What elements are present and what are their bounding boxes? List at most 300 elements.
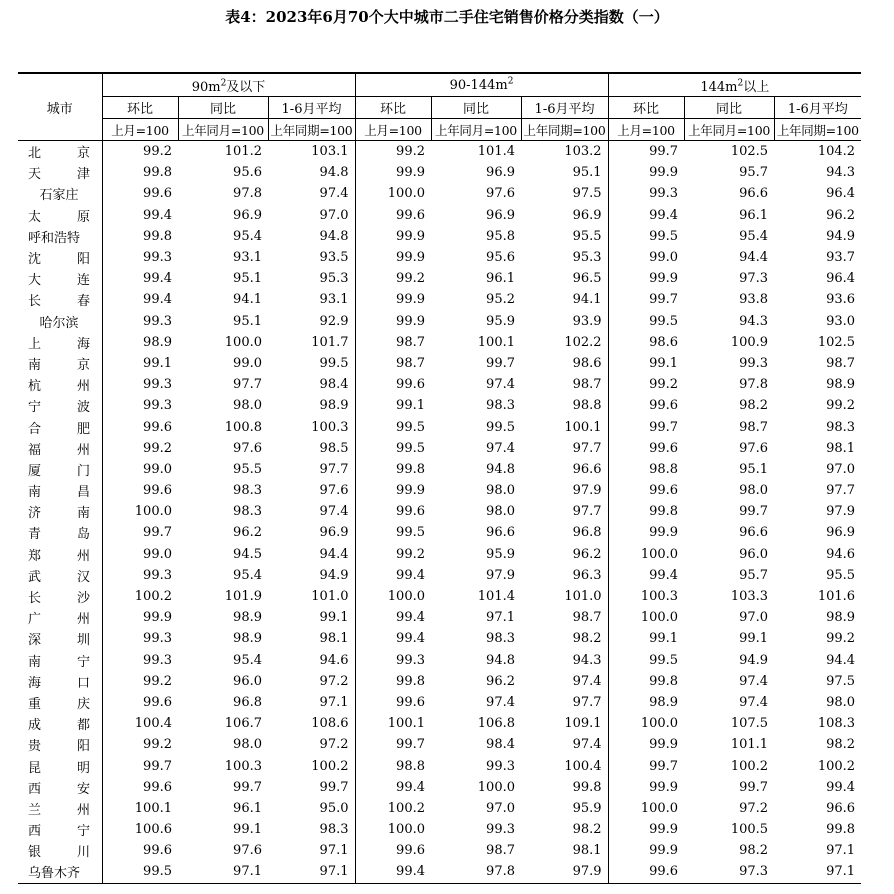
index-value-cell: 99.8 [572,779,602,795]
index-value-cell: 96.9 [233,207,262,223]
index-value-cell: 95.1 [233,313,262,329]
index-value-cell: 101.9 [224,589,262,605]
city-name [28,735,90,754]
index-value-cell: 99.6 [355,501,431,522]
index-value-cell: 100.1 [102,798,178,819]
city-name-cell [18,671,102,692]
city-name-char: 兰 [28,802,42,818]
index-value-cell: 96.8 [572,525,602,541]
city-name [28,418,90,437]
city-name-char: 圳 [76,633,90,649]
index-value-cell: 98.7 [826,355,856,371]
city-name-cell [18,777,102,798]
table-row [18,755,861,776]
city-name-cell [18,395,102,416]
index-value-cell: 93.0 [826,313,856,329]
index-value-cell: 96.1 [486,271,515,287]
table-row [18,501,861,522]
index-value-cell: 98.8 [608,459,684,480]
city-name-char: 门 [76,463,90,479]
index-value-cell: 96.6 [739,186,769,202]
subcolumn-header: 环比 [608,97,684,119]
index-value-cell: 96.0 [233,673,262,689]
city-name-char: 阳 [76,739,90,755]
base-period-header: 上年同期=100 [774,119,861,141]
city-name [28,714,90,733]
index-value-cell: 107.5 [730,716,769,732]
index-value-cell: 99.1 [608,353,684,374]
index-value-cell: 98.7 [572,610,602,626]
index-value-cell: 98.9 [233,631,262,647]
index-value-cell: 95.3 [572,250,602,266]
base-period-header: 上年同期=100 [268,119,355,141]
index-value-cell: 97.6 [319,483,349,499]
index-value-cell: 96.5 [572,271,602,287]
index-value-cell: 98.6 [608,332,684,353]
city-name-char: 肥 [76,421,90,437]
index-value-cell: 99.6 [355,692,431,713]
index-value-cell: 96.1 [233,800,262,816]
index-value-cell: 99.3 [608,183,684,204]
index-value-cell: 99.3 [739,355,769,371]
city-name-char: 阳 [76,252,90,268]
index-value-cell: 99.8 [102,226,178,247]
city-name [28,333,90,352]
index-value-cell: 98.9 [319,398,349,414]
index-value-cell: 95.6 [486,250,515,266]
index-value-cell: 98.3 [233,504,262,520]
index-value-cell: 100.0 [224,334,262,350]
index-value-cell: 96.6 [739,525,769,541]
index-value-cell: 100.3 [224,758,262,774]
city-name [28,460,90,479]
index-value-cell: 101.0 [311,589,349,605]
city-name-char: 福 [28,442,42,458]
index-value-cell: 99.8 [355,459,431,480]
index-value-cell: 99.4 [355,607,431,628]
index-value-cell: 97.5 [572,186,602,202]
index-value-cell: 98.0 [486,483,515,499]
city-name [28,354,90,373]
index-value-cell: 99.2 [102,671,178,692]
index-value-cell: 99.1 [233,822,262,838]
index-value-cell: 97.6 [233,843,262,859]
index-value-cell: 94.9 [739,652,769,668]
index-value-cell: 95.4 [233,567,262,583]
index-value-cell: 99.1 [319,610,349,626]
index-value-cell: 95.1 [572,165,602,181]
index-value-cell: 101.6 [817,589,856,605]
index-value-cell: 99.3 [102,650,178,671]
index-value-cell: 97.2 [739,800,769,816]
city-name-char: 郑 [28,548,42,564]
index-value-cell: 96.6 [572,461,602,477]
index-value-cell: 95.9 [486,546,515,562]
city-name-cell [18,628,102,649]
index-value-cell: 97.2 [319,737,349,753]
index-value-cell: 95.4 [233,228,262,244]
index-value-cell: 97.8 [739,377,769,393]
index-value-cell: 99.9 [608,734,684,755]
index-value-cell: 98.0 [739,483,769,499]
table-row [18,734,861,755]
city-name-cell [18,501,102,522]
city-name-char: 海 [28,675,42,691]
index-value-cell: 98.3 [826,419,856,435]
index-value-cell: 99.2 [102,438,178,459]
table-row [18,374,861,395]
index-value-cell: 102.5 [730,144,769,160]
index-value-cell: 102.2 [564,334,602,350]
index-value-cell: 101.1 [730,737,769,753]
index-value-cell: 99.4 [102,205,178,226]
city-name-cell [18,416,102,437]
table-row [18,226,861,247]
index-value-cell: 106.8 [477,716,515,732]
index-value-cell: 99.4 [102,268,178,289]
city-name: 石家庄 [39,188,79,204]
index-value-cell: 99.8 [608,671,684,692]
city-name [28,820,90,839]
city-name-char: 贵 [28,739,42,755]
city-name-char: 深 [28,633,42,649]
index-value-cell: 99.7 [102,755,178,776]
base-period-header: 上月=100 [102,119,178,141]
table-row [18,522,861,543]
index-value-cell: 98.2 [826,737,856,753]
index-value-cell: 94.4 [826,652,856,668]
city-name-cell [18,840,102,861]
index-value-cell: 99.7 [102,522,178,543]
table-row [18,162,861,183]
index-value-cell: 96.9 [486,165,515,181]
index-value-cell: 99.0 [608,247,684,268]
table-row [18,183,861,204]
base-period-header: 上年同期=100 [521,119,608,141]
index-value-cell: 100.2 [355,798,431,819]
index-value-cell: 99.0 [102,459,178,480]
city-name-cell [18,692,102,713]
index-value-cell: 99.7 [608,416,684,437]
index-value-cell: 97.1 [178,861,268,883]
city-name [28,545,90,564]
index-value-cell: 97.9 [572,483,602,499]
index-value-cell: 96.4 [826,186,856,202]
index-value-cell: 97.4 [572,737,602,753]
index-value-cell: 101.2 [224,144,262,160]
index-value-cell: 93.5 [319,250,349,266]
index-value-cell: 99.6 [102,480,178,501]
price-index-table [18,72,861,884]
index-value-cell: 97.0 [319,207,349,223]
index-value-cell: 99.9 [355,480,431,501]
index-value-cell: 99.2 [355,544,431,565]
index-value-cell: 96.1 [739,207,769,223]
index-value-cell: 97.0 [739,610,769,626]
table-row [18,713,861,734]
city-name [28,502,90,521]
index-value-cell: 99.1 [739,631,769,647]
index-value-cell: 98.9 [102,332,178,353]
city-name-cell [18,311,102,332]
index-value-cell: 93.7 [826,250,856,266]
city-name-char: 南 [76,506,90,522]
index-value-cell: 99.1 [355,395,431,416]
city-name: 乌鲁木齐 [28,866,81,882]
index-value-cell: 100.0 [608,607,684,628]
city-name-char: 明 [76,760,90,776]
index-value-cell: 99.7 [739,504,769,520]
index-value-cell: 98.9 [608,692,684,713]
city-name [28,693,90,712]
index-value-cell: 99.6 [608,438,684,459]
index-value-cell: 96.9 [486,207,515,223]
index-value-cell: 97.3 [739,271,769,287]
city-name-char: 波 [76,400,90,416]
index-value-cell: 97.4 [486,440,515,456]
index-value-cell: 99.6 [355,840,431,861]
index-value-cell: 100.6 [102,819,178,840]
base-period-header: 上月=100 [608,119,684,141]
city-name-cell [18,819,102,840]
index-value-cell: 97.7 [319,461,349,477]
index-value-cell: 99.9 [608,522,684,543]
city-name [28,778,90,797]
index-value-cell: 100.0 [608,544,684,565]
index-value-cell: 100.9 [730,334,769,350]
index-value-cell: 99.9 [355,311,431,332]
table-row [18,565,861,586]
index-value-cell: 106.7 [224,716,262,732]
base-period-header: 上年同月=100 [431,119,521,141]
index-value-cell: 98.0 [233,737,262,753]
index-value-cell: 98.7 [572,377,602,393]
index-value-cell: 100.0 [355,586,431,607]
index-value-cell: 97.7 [826,483,856,499]
index-value-cell: 99.9 [355,289,431,310]
index-value-cell: 99.8 [102,162,178,183]
index-value-cell: 101.0 [564,589,602,605]
city-name [28,799,90,818]
base-period-header: 上月=100 [355,119,431,141]
city-name-cell [18,332,102,353]
index-value-cell: 100.0 [102,501,178,522]
table-row [18,607,861,628]
index-value-cell: 96.2 [826,207,856,223]
index-value-cell: 99.6 [102,183,178,204]
table-row [18,141,861,163]
index-value-cell: 96.2 [486,673,515,689]
index-value-cell: 99.6 [102,416,178,437]
index-value-cell: 100.0 [477,779,515,795]
index-value-cell: 104.2 [817,144,856,160]
city-name-cell [18,586,102,607]
table-row [18,353,861,374]
city-name-cell [18,459,102,480]
city-name-cell [18,374,102,395]
index-value-cell: 99.6 [102,777,178,798]
city-name [28,481,90,500]
table-row [18,819,861,840]
index-value-cell: 99.5 [608,311,684,332]
index-value-cell: 99.5 [355,522,431,543]
index-value-cell: 98.3 [486,398,515,414]
index-value-cell: 94.3 [572,652,602,668]
index-value-cell: 94.4 [739,250,769,266]
group-header-medium: $90-144m^2$ [355,73,608,97]
index-value-cell: 99.6 [608,861,684,883]
city-name-cell [18,734,102,755]
index-value-cell: 99.5 [355,438,431,459]
index-value-cell: 99.3 [102,628,178,649]
index-value-cell: 98.3 [233,483,262,499]
table-row [18,798,861,819]
city-name-char: 汉 [76,569,90,585]
index-value-cell: 100.5 [730,822,769,838]
index-value-cell: 97.7 [233,377,262,393]
index-value-cell: 101.4 [477,144,515,160]
page-title: 表4：2023年6月70个大中城市二手住宅销售价格分类指数（一） [225,8,669,26]
index-value-cell: 99.9 [355,162,431,183]
table-row [18,861,861,883]
city-name: 哈尔滨 [39,315,79,331]
city-name-char: 宁 [76,824,90,840]
city-name-char: 州 [76,442,90,458]
index-value-cell: 98.1 [826,440,856,456]
subcolumn-header: 1-6月平均 [521,97,608,119]
index-value-cell: 99.6 [102,692,178,713]
index-value-cell: 95.2 [486,292,515,308]
table-header [18,73,861,141]
city-name [28,163,90,182]
index-value-cell: 97.0 [826,461,856,477]
city-name-char: 银 [28,845,42,861]
index-value-cell: 99.2 [102,141,178,163]
table-row [18,289,861,310]
index-value-cell: 96.8 [233,694,262,710]
city-name-char: 沈 [28,252,42,268]
index-value-cell: 99.4 [826,779,856,795]
index-value-cell: 95.5 [233,461,262,477]
city-name-cell [18,650,102,671]
city-name-char: 太 [28,209,42,225]
city-column-header: 城市 [18,73,102,141]
subcolumn-header: 同比 [431,97,521,119]
city-name [28,608,90,627]
index-value-cell: 96.6 [826,800,856,816]
index-value-cell: 99.6 [102,840,178,861]
index-value-cell: 96.4 [826,271,856,287]
index-value-cell: 99.9 [608,840,684,861]
city-name-char: 庆 [76,696,90,712]
city-name-cell [18,861,102,883]
table-row [18,586,861,607]
index-value-cell: 99.9 [102,607,178,628]
table-row [18,671,861,692]
group-header-large: $144m^2$以上 [608,73,861,97]
index-value-cell: 95.7 [739,165,769,181]
index-value-cell: 100.8 [224,419,262,435]
city-name-char: 天 [28,167,42,183]
index-value-cell: 95.0 [319,800,349,816]
index-value-cell: 95.4 [739,228,769,244]
city-name-char: 宁 [76,654,90,670]
index-value-cell: 99.3 [486,758,515,774]
index-value-cell: 98.9 [826,377,856,393]
index-value-cell: 95.4 [233,652,262,668]
index-value-cell: 102.5 [817,334,856,350]
index-value-cell: 98.0 [486,504,515,520]
table-row [18,311,861,332]
index-value-cell: 99.9 [608,819,684,840]
city-name-char: 春 [76,294,90,310]
index-value-cell: 99.6 [608,395,684,416]
city-name [28,566,90,585]
city-name-char: 南 [28,357,42,373]
index-value-cell: 94.8 [486,652,515,668]
index-value-cell: 95.5 [826,567,856,583]
index-value-cell: 97.9 [521,861,608,883]
city-name-char: 济 [28,506,42,522]
index-value-cell: 93.1 [233,250,262,266]
table-row [18,480,861,501]
index-value-cell: 109.1 [564,716,602,732]
index-value-cell: 96.0 [739,546,769,562]
index-value-cell: 103.2 [564,144,602,160]
index-value-cell: 94.8 [319,228,349,244]
index-value-cell: 95.7 [739,567,769,583]
index-value-cell: 99.5 [608,650,684,671]
table-row [18,247,861,268]
index-value-cell: 100.0 [608,798,684,819]
index-value-cell: 99.6 [355,205,431,226]
index-value-cell: 98.7 [355,332,431,353]
index-value-cell: 99.6 [608,480,684,501]
city-name-char: 杭 [28,379,42,395]
index-value-cell: 99.7 [233,779,262,795]
table-row [18,628,861,649]
index-value-cell: 98.7 [739,419,769,435]
index-value-cell: 98.7 [486,843,515,859]
index-value-cell: 97.8 [431,861,521,883]
index-value-cell: 101.4 [477,589,515,605]
index-value-cell: 99.7 [355,734,431,755]
index-value-cell: 99.3 [102,395,178,416]
table-row [18,416,861,437]
city-name-char: 州 [76,548,90,564]
index-value-cell: 99.6 [355,374,431,395]
city-name-char: 宁 [28,400,42,416]
table-row [18,544,861,565]
index-value-cell: 98.4 [319,377,349,393]
city-name-char: 原 [76,209,90,225]
index-value-cell: 94.6 [826,546,856,562]
index-value-cell: 97.1 [826,843,856,859]
city-name-char: 沙 [76,591,90,607]
index-value-cell: 98.5 [319,440,349,456]
index-value-cell: 93.9 [572,313,602,329]
index-value-cell: 94.6 [319,652,349,668]
city-name-char: 北 [28,146,42,162]
table-row [18,205,861,226]
index-value-cell: 98.3 [319,822,349,838]
city-name-char: 西 [28,824,42,840]
city-name-char: 州 [76,612,90,628]
index-value-cell: 99.8 [355,671,431,692]
index-value-cell: 99.0 [102,544,178,565]
city-name-cell [18,438,102,459]
index-value-cell: 100.0 [355,819,431,840]
